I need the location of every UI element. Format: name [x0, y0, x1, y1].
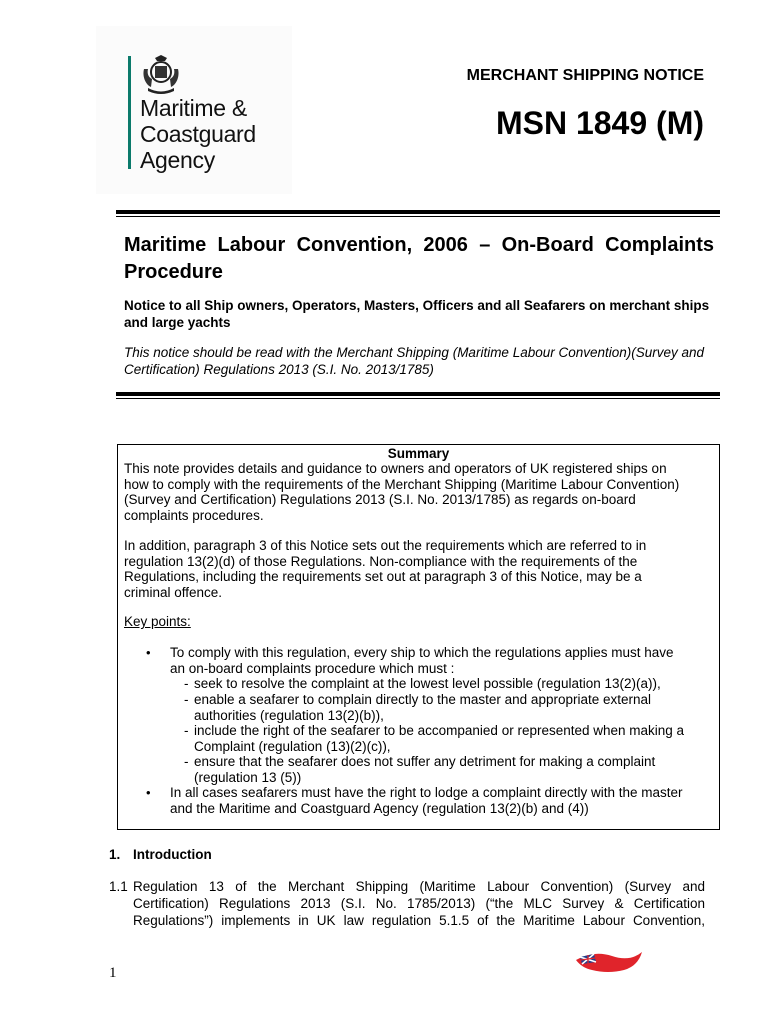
summary-box: [117, 444, 720, 830]
agency-name-line-2: Coastguard: [140, 121, 256, 147]
bullet-icon: •: [146, 785, 151, 800]
requirement-item-1: [194, 676, 718, 692]
key-points-label: Key points:: [124, 614, 191, 629]
bullet-icon: •: [146, 645, 151, 660]
summary-p1-line: how to comply with the requirements of the Merchant Shipping (Maritime Labour Convention): [124, 476, 680, 492]
section-number: 1.: [109, 847, 121, 862]
requirement-item-3: [194, 723, 718, 754]
intro-paragraph-line: Regulation 13 of the Merchant Shipping (Maritime Labour Convention) (Survey and: [133, 879, 705, 894]
document-title: Maritime Labour Convention, 2006 – On-Board Complaints Procedure: [124, 234, 714, 283]
key-point-1-line: an on-board complaints procedure which must :: [170, 660, 455, 676]
requirement-line: ensure that the seafarer does not suffer any detriment for making a complaint: [194, 754, 656, 769]
notice-audience: Notice to all Ship owners, Operators, Masters, Officers and all Seafarers on merchant ships and large yachts: [124, 298, 710, 330]
summary-p1-line: complaints procedures.: [124, 507, 264, 523]
title-rule-thick: [116, 392, 720, 396]
red-ensign-flag-icon: [574, 948, 644, 976]
intro-paragraph-line: Regulations”) implements in UK law regulation 5.1.5 of the Maritime Labour Convention,: [133, 913, 705, 928]
summary-p2-line: Regulations, including the requirements set out at paragraph 3 of this Notice, may be a: [124, 569, 642, 584]
requirement-line: enable a seafarer to complain directly to the master and appropriate external: [194, 692, 652, 707]
dash-icon: -: [184, 754, 189, 769]
related-regulations-note: This notice should be read with the Merchant Shipping (Maritime Labour Convention)(Survey and Certification) Regulations 2013 (S.I. No. 2013/1785): [124, 345, 705, 377]
royal-crest-icon: [140, 55, 182, 95]
requirement-line: authorities (regulation 13(2)(b)),: [194, 707, 384, 723]
key-point-2-line: and the Maritime and Coastguard Agency (regulation 13(2)(b) and (4)): [170, 800, 589, 816]
dash-icon: -: [184, 692, 189, 707]
agency-name-line-1: Maritime &: [140, 95, 247, 121]
dash-icon: -: [184, 723, 189, 738]
key-point-1: [170, 645, 720, 676]
agency-logo-bar: [128, 56, 131, 169]
paragraph-number: 1.1: [109, 879, 128, 894]
notice-type: MERCHANT SHIPPING NOTICE: [466, 67, 704, 84]
requirement-item-4: [194, 754, 718, 785]
requirement-line: Complaint (regulation (13)(2)(c)),: [194, 738, 391, 754]
summary-p2-line: regulation 13(2)(d) of those Regulations. Non-compliance with the requirements of the: [124, 553, 638, 569]
summary-p2-line: In addition, paragraph 3 of this Notice sets out the requirements which are referred to in: [124, 538, 647, 553]
key-point-2: [170, 785, 720, 816]
summary-heading: Summary: [387, 446, 450, 461]
summary-p2-line: criminal offence.: [124, 584, 223, 600]
section-heading: Introduction: [133, 847, 212, 862]
key-point-1-line: To comply with this regulation, every ship to which the regulations applies must have: [170, 645, 674, 660]
summary-paragraph-1: [124, 461, 718, 523]
key-point-2-line: In all cases seafarers must have the right to lodge a complaint directly with the master: [170, 785, 683, 800]
title-rule-thin: [116, 398, 720, 399]
page-number: 1: [109, 965, 117, 981]
notice-number: MSN 1849 (M): [495, 105, 704, 141]
requirement-line: (regulation 13 (5)): [194, 769, 302, 785]
intro-paragraph-line: Certification) Regulations 2013 (S.I. No. 1785/2013) (“the MLC Survey & Certification: [133, 896, 705, 911]
agency-name-line-3: Agency: [140, 147, 215, 173]
header-rule-thick: [116, 210, 720, 214]
summary-paragraph-2: [124, 538, 718, 600]
dash-icon: -: [184, 676, 189, 691]
requirement-item-2: [194, 692, 718, 723]
summary-p1-line: (Survey and Certification) Regulations 2013 (S.I. No. 2013/1785) as regards on-board: [124, 492, 636, 507]
requirement-line: include the right of the seafarer to be accompanied or represented when making a: [194, 723, 685, 738]
header-rule-thin: [116, 216, 720, 217]
requirement-line: seek to resolve the complaint at the lowest level possible (regulation 13(2)(a)),: [194, 676, 661, 691]
summary-p1-line: This note provides details and guidance to owners and operators of UK registered ships on: [124, 461, 667, 476]
